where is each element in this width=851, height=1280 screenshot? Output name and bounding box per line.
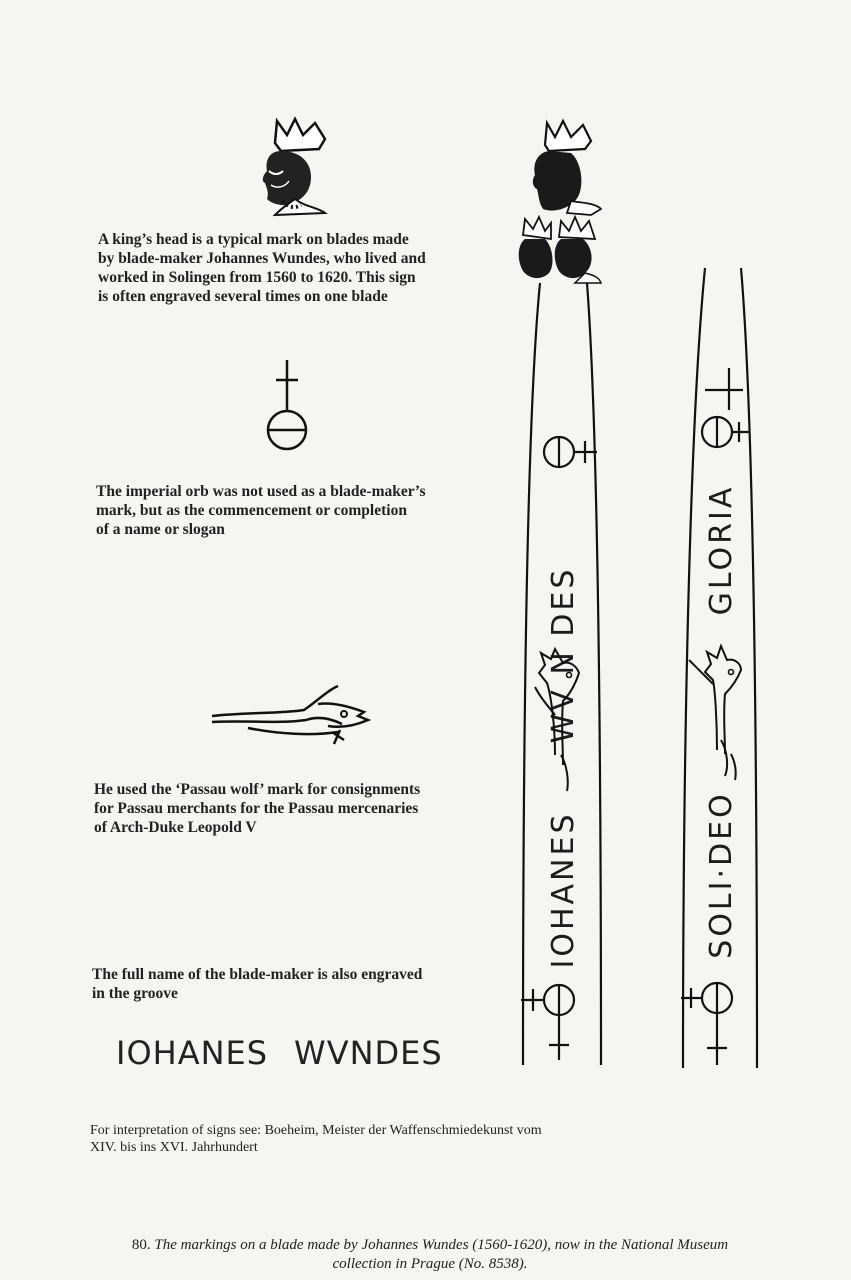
caption-line: The imperial orb was not used as a blade-maker’s xyxy=(96,483,426,500)
full-name-caption xyxy=(92,965,472,1003)
imperial-orb-caption xyxy=(96,482,476,539)
passau-wolf-icon xyxy=(689,646,741,780)
caption-line: A king’s head is a typical mark on blades made xyxy=(98,231,409,248)
reference-line: XIV. bis ins XVI. Jahrhundert xyxy=(90,1140,258,1155)
caption-line: worked in Solingen from 1560 to 1620. This sign xyxy=(98,269,416,286)
kings-head-icon xyxy=(533,121,601,215)
blade-right-text-lower: SOLI·DEO xyxy=(704,791,739,959)
imperial-orb-icon xyxy=(702,388,751,447)
imperial-orb-icon xyxy=(521,985,574,1060)
caption-line: of Arch-Duke Leopold V xyxy=(94,819,257,836)
caption-line: by blade-maker Johannes Wundes, who lived and xyxy=(98,250,426,267)
passau-wolf-caption xyxy=(94,780,474,837)
kings-head-icon xyxy=(519,217,553,278)
kings-head-caption xyxy=(98,230,478,306)
caption-line: mark, but as the commencement or completion xyxy=(96,502,407,519)
imperial-orb-icon xyxy=(264,358,310,458)
imperial-orb-icon xyxy=(544,437,597,467)
cross-icon xyxy=(705,368,743,410)
caption-line: for Passau merchants for the Passau mercenaries xyxy=(94,800,419,817)
figure-caption-line: collection in Prague (No. 8538). xyxy=(332,1256,528,1272)
caption-line: is often engraved several times on one blade xyxy=(98,288,388,305)
blade-right-text-upper: GLORIA xyxy=(704,484,739,616)
blade-left xyxy=(505,115,620,1075)
caption-line: The full name of the blade-maker is also engraved xyxy=(92,966,423,983)
kings-head-icon xyxy=(255,115,335,220)
figure-caption-line xyxy=(40,1236,820,1255)
figure-caption xyxy=(40,1236,820,1274)
caption-line: in the groove xyxy=(92,985,178,1002)
figure-number: 80. xyxy=(131,1237,151,1253)
engraved-first-name: IOHANES xyxy=(116,1034,269,1072)
reference-note xyxy=(90,1122,690,1156)
imperial-orb-icon xyxy=(681,983,732,1065)
caption-line: He used the ‘Passau wolf’ mark for consignments xyxy=(94,781,421,798)
blade-right xyxy=(665,260,775,1075)
passau-wolf-icon xyxy=(208,682,376,748)
caption-line: of a name or slogan xyxy=(96,521,225,538)
engraved-last-name: WVNDES xyxy=(294,1034,443,1072)
figure-caption-text: The markings on a blade made by Johannes Wundes (1560-1620), now in the National Museum xyxy=(154,1237,729,1253)
kings-head-icon xyxy=(555,217,601,283)
engraved-full-name xyxy=(116,1034,443,1072)
blade-left-text-lower: IOHANES xyxy=(546,811,581,969)
reference-line: For interpretation of signs see: Boeheim, Meister der Waffenschmiedekunst vom xyxy=(90,1123,542,1138)
blade-left-text-upper: WV N DES xyxy=(546,566,581,744)
